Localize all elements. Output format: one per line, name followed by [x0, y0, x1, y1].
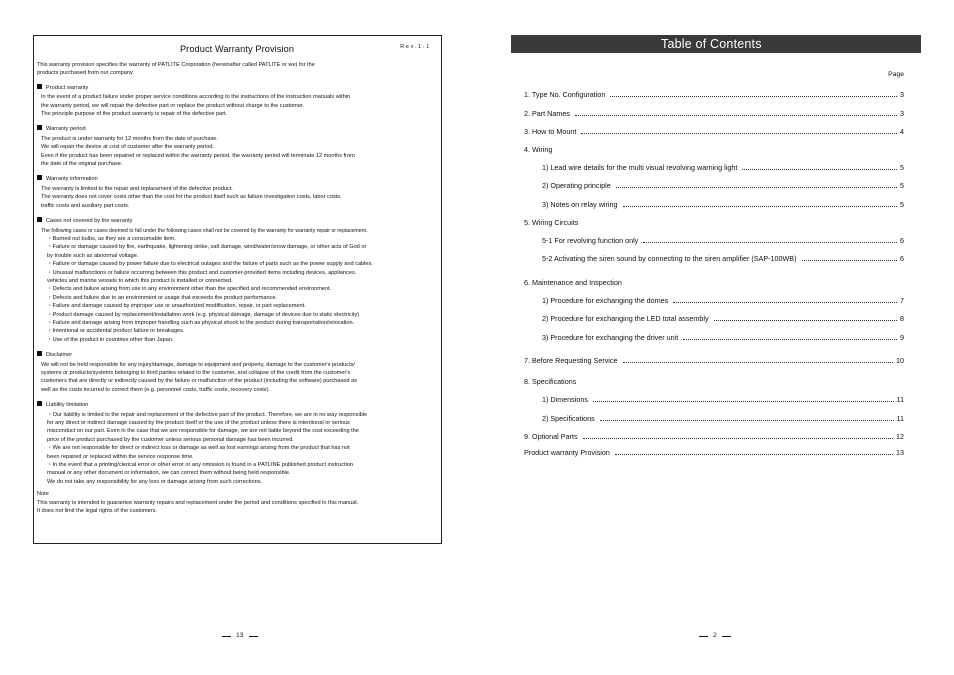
section-line: vehicles and marine vessels to which this product is installed or connected. [47, 277, 233, 284]
toc-entry-page: 11 [896, 414, 904, 423]
section-line: ・Defects and failure due to an environment or usage that exceeds the product performance. [47, 294, 278, 301]
toc-dot-leader [593, 395, 894, 402]
toc-dot-leader [714, 314, 897, 321]
toc-entry[interactable] [542, 181, 904, 191]
toc-dot-leader [673, 296, 897, 303]
square-bullet-icon [37, 217, 42, 222]
toc-entry-page: 5 [900, 163, 904, 172]
section-line: the warranty period, we will repair the defective part or replace the product without charge to the customer. [41, 102, 305, 109]
toc-entry[interactable] [524, 90, 904, 100]
section-heading [37, 125, 437, 133]
toc-dot-leader [802, 254, 898, 261]
warranty-section [37, 175, 437, 210]
toc-entry[interactable] [524, 377, 904, 387]
warranty-section [37, 351, 437, 394]
section-line: well as the costs incurred to correct them (e.g. personnel costs, traffic costs, recovery costs). [41, 386, 271, 393]
toc-entry-page: 3 [900, 109, 904, 118]
section-line: ・Burned out bulbs, as they are a consumable item. [47, 235, 176, 242]
toc-entry-page: 5 [900, 181, 904, 190]
toc-dot-leader [683, 333, 897, 340]
section-line: ・Product damage caused by replacement/installation work (e.g. physical damage, damage of devices due to static electricity) [47, 311, 360, 318]
toc-entry-page: 11 [896, 395, 904, 404]
section-line: ・Intentional or accidental product failure or breakages. [47, 328, 185, 335]
page-number-text: 13 [236, 632, 244, 639]
section-heading [37, 351, 437, 359]
toc-entry-label: 4. Wiring [524, 145, 553, 154]
toc-entry-page: 6 [900, 254, 904, 263]
section-line: Even if the product has been repaired or replaced within the warranty period, the warranty period will terminate 12 months from [41, 152, 355, 159]
toc-entry-label: 3) Notes on relay wiring [542, 200, 618, 209]
toc-dot-leader [610, 90, 897, 97]
warranty-intro [37, 61, 437, 78]
toc-dot-leader [742, 163, 897, 170]
toc-dot-leader [623, 356, 894, 363]
page-number [222, 632, 258, 640]
toc-entry[interactable] [524, 145, 904, 155]
toc-entry-page: 3 [900, 90, 904, 99]
toc-entry-label: 2) Specifications [542, 414, 595, 423]
toc-entry-label: 3) Procedure for exchanging the driver unit [542, 333, 679, 342]
toc-entry-label: 1. Type No. Configuration [524, 90, 606, 99]
toc-entry[interactable] [542, 314, 904, 324]
toc-dot-leader [583, 432, 893, 439]
warranty-section [37, 125, 437, 168]
square-bullet-icon [37, 125, 42, 130]
toc-dot-leader [643, 236, 897, 243]
section-heading-text: Warranty period [46, 126, 86, 133]
warranty-header [37, 41, 437, 61]
section-line: misconduct on our part. Even in the case that we are responsible for damage, we are not liable beyond the cost exceeding the [47, 428, 359, 435]
section-line: The following cases or cases deemed to fall under the following cases shall not be covered by the warranty for warranty repair or replacement. [41, 227, 368, 234]
section-line: We do not take any responsibility for any loss or damage arising from such corrections. [47, 478, 263, 485]
section-line: ・Failure or damage caused by fire, earthquake, lightening strike, salt damage, wind/water/snow damage, or other acts of God or [47, 244, 367, 251]
toc-entry-page: 12 [896, 432, 904, 441]
toc-entry-label: 8. Specifications [524, 377, 577, 386]
toc-entry[interactable] [524, 356, 904, 366]
toc-entry-page: 8 [900, 314, 904, 323]
square-bullet-icon [37, 351, 42, 356]
toc-entry-label: 2) Procedure for exchanging the LED total assembly [542, 314, 709, 323]
toc-entry-label: 2) Operating principle [542, 181, 611, 190]
toc-entry-page: 5 [900, 200, 904, 209]
section-line: We will not be held responsible for any injury/damage, damage to equipment and property, damage to the customer's products/ [41, 361, 355, 368]
toc-entry[interactable] [542, 395, 904, 405]
toc-entry[interactable] [524, 448, 904, 458]
section-line: ・Defects and failure arising from use in any environment other than the specified and recommended environment. [47, 286, 332, 293]
square-bullet-icon [37, 84, 42, 89]
warranty-sections [37, 84, 437, 486]
warranty-title: Product Warranty Provision [179, 44, 295, 54]
section-line: ・Failure or damage caused by power failure due to electrical outages and the failure of parts such as the power supply and cables. [47, 261, 373, 268]
toc-entry-label: 3. How to Mount [524, 127, 577, 136]
toc-dot-leader [623, 200, 897, 207]
toc-entry-page: 13 [896, 448, 904, 457]
section-heading-text: Disclaimer [46, 352, 73, 359]
section-heading-text: Liability limitation [46, 402, 89, 409]
square-bullet-icon [37, 401, 42, 406]
toc-entry-label: 5-2 Activating the siren sound by connecting to the siren amplifier (SAP-100WB) [542, 254, 797, 263]
toc-entry[interactable] [524, 218, 904, 228]
right-page [477, 0, 954, 675]
toc-entry-label: 7. Before Requesting Service [524, 356, 618, 365]
dash-decoration [222, 636, 231, 637]
dash-decoration [722, 636, 731, 637]
toc-entry-label: Product warranty Provision [524, 448, 610, 457]
section-heading-text: Product warranty [46, 84, 89, 91]
section-line: manual or any other document or information, we can correct them without being held responsible. [47, 470, 291, 477]
toc-entry[interactable] [542, 296, 904, 306]
note-label: Note [37, 491, 49, 498]
note-line: This warranty is intended to guarantee warranty repairs and replacement under the period and conditions specified in this manual. [37, 499, 359, 506]
toc-entry[interactable] [524, 109, 904, 119]
dash-decoration [699, 636, 708, 637]
dash-decoration [249, 636, 258, 637]
toc-entry-label: 2. Part Names [524, 109, 570, 118]
section-line: We will repair the device at cost of custamer after the warranty period. [41, 144, 215, 151]
toc-dot-leader [615, 448, 893, 455]
intro-line: products purchased from our company. [37, 70, 134, 77]
toc-entry[interactable] [524, 432, 904, 442]
toc-entry-label: 5-1 For revolving function only [542, 236, 639, 245]
section-line: The product is under warranty for 12 months from the date of purchase. [41, 135, 218, 142]
toc-entry-page: 6 [900, 236, 904, 245]
section-line: The principle purpose of the product warranty is repair of the defective part. [41, 111, 228, 118]
toc-entry-page: 9 [900, 333, 904, 342]
toc-entry-label: 1) Procedure for exchanging the domes [542, 296, 669, 305]
warranty-box [33, 35, 442, 544]
warranty-section [37, 217, 437, 344]
toc-entry-label: 9. Optional Parts [524, 432, 578, 441]
section-line: traffic costs and auxiliary part costs. [41, 202, 130, 209]
toc-entry-page: 10 [896, 356, 904, 365]
toc-entry[interactable] [542, 236, 904, 246]
section-line: ・Failure and damage caused by improper use or unauthorized modification, repair, or part replacement. [47, 303, 306, 310]
note-line: It does not limit the legal rights of the customers. [37, 508, 158, 515]
toc-entry[interactable] [524, 278, 904, 288]
toc-entry-label: 1) Lead wire details for the multi visual revolving warning light [542, 163, 738, 172]
toc-dot-leader [600, 414, 894, 421]
toc-entry-label: 6. Maintenance and Inspection [524, 278, 622, 287]
warranty-section [37, 401, 437, 486]
toc-entry[interactable] [542, 333, 904, 343]
section-line: customers that are directly or indirectly caused by the failure or malfunction of the product (including the software) purchased as [41, 378, 357, 385]
toc-entry-page: 4 [900, 127, 904, 136]
toc-dot-leader [616, 181, 897, 188]
section-line: been repaired or replaced within the service response time. [47, 453, 194, 460]
section-heading [37, 84, 437, 92]
section-line: systems or products/systems belonging to third parties related to the customer, and collapse of the credit from the customer's [41, 370, 351, 376]
section-heading-text: Warranty information [46, 176, 98, 183]
toc-dot-leader [581, 127, 897, 134]
square-bullet-icon [37, 175, 42, 180]
toc-entry[interactable] [542, 414, 904, 424]
section-line: ・Unusual malfunctions or failure occurring between this product and customer-provided items including devices, appliances, [47, 269, 357, 276]
section-line: ・Failure and damage arising from improper handling such as physical shock to the product during transportation/relocation. [47, 319, 355, 326]
section-heading [37, 217, 437, 225]
section-line: price of the product purchased by the customer unless serious personal damage has been incurred. [47, 436, 294, 443]
section-line: The warranty is limited to the repair and replacement of the defective product. [41, 185, 233, 192]
toc-title: Table of Contents [511, 35, 921, 53]
toc-dot-leader [575, 109, 897, 116]
section-heading [37, 175, 437, 183]
section-line: ・Use of the product in countries other than Japan. [47, 336, 174, 343]
warranty-note [37, 490, 437, 515]
section-heading [37, 401, 437, 409]
toc-entry-label: 5. Wiring Circuits [524, 218, 579, 227]
section-line: the date of the original purchase. [41, 161, 123, 168]
section-line: The warranty does not cover costs other than the cost for the product itself such as failure investigation costs, labor costs, [41, 194, 342, 201]
toc-entry[interactable] [542, 254, 904, 264]
toc-entry-label: 1) Dimensions [542, 395, 588, 404]
toc-entry-page: 7 [900, 296, 904, 305]
section-heading-text: Cases not covered by the warranty [46, 218, 133, 225]
intro-line: This warranty provision specifies the warranty of PATLITE Corporation (hereinafter called PATLITE or we) for the [37, 62, 315, 68]
section-line: ・Our liability is limited to the repair and replacement of the defective part of the product. Therefore, we are in no way responsible [47, 411, 368, 418]
section-line: for any direct or indirect damage caused by the product itself or the use of the product unless there is intentional or serious [47, 420, 350, 427]
page-number-text: 2 [713, 632, 717, 639]
toc-entry[interactable] [542, 163, 904, 173]
toc-entry[interactable] [542, 200, 904, 210]
toc-entry[interactable] [524, 127, 904, 137]
section-line: by trouble such as abnormal voltage. [47, 252, 139, 259]
section-line: ・In the event that a printing/clerical error or other error or any omission is found in a PATLINE published product instruction [47, 462, 354, 469]
warranty-section [37, 84, 437, 119]
section-line: In the event of a product failure under proper service conditions according to the instructions of the instruction manuals within [41, 94, 351, 101]
page-number [699, 632, 731, 640]
revision-label: Rev.1.1 [400, 44, 431, 50]
section-line: ・We are not responsible for direct or indirect loss or damage as well as lost earnings arising from the product that has not [47, 445, 350, 452]
toc-page-column-label: Page [888, 71, 904, 78]
